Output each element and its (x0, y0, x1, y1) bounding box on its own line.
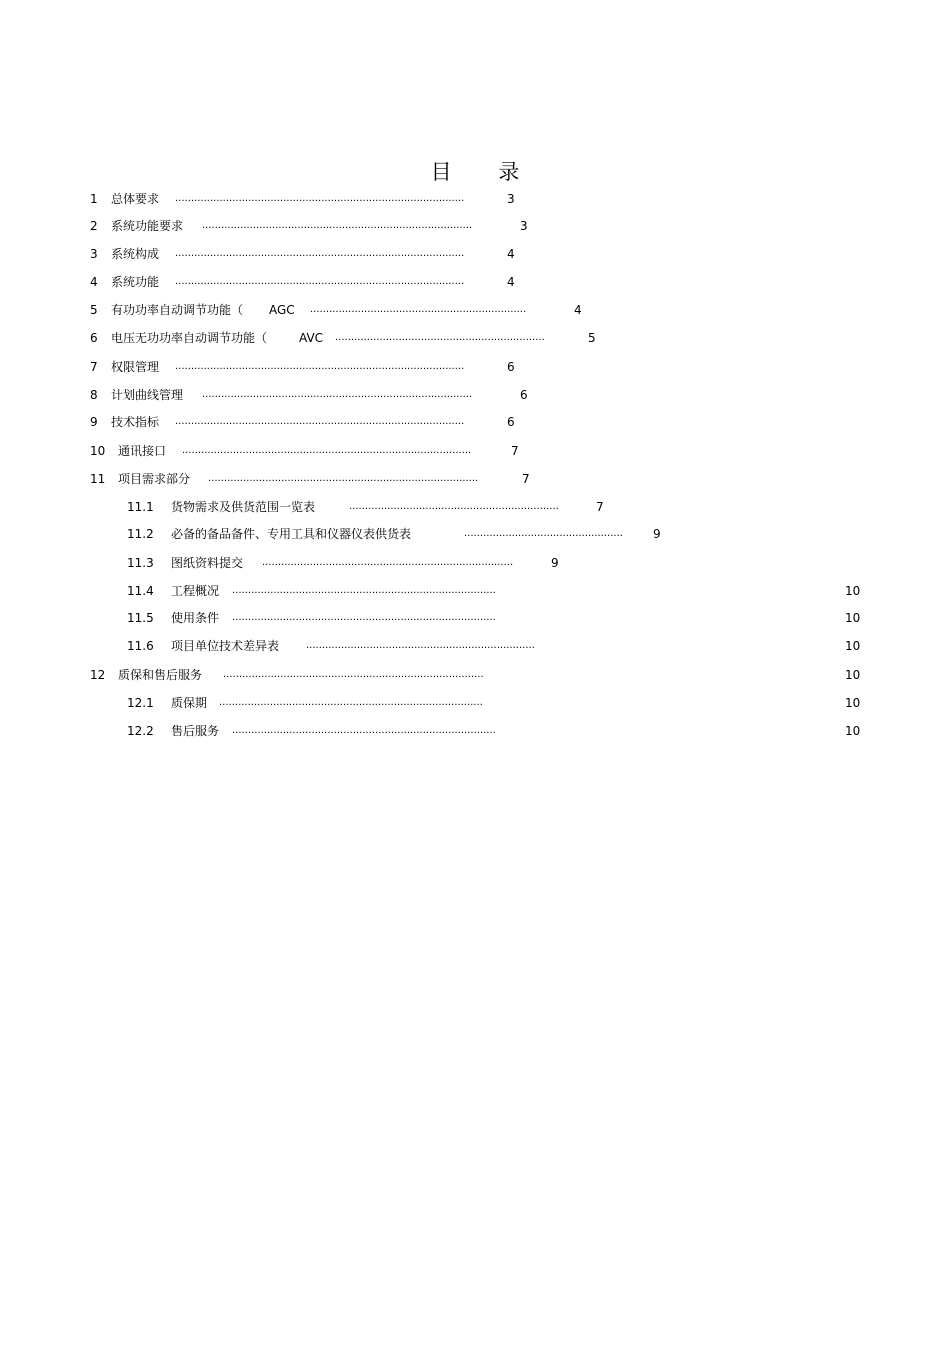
toc-leader-dots: ........................................................................................... (182, 445, 472, 456)
toc-entry[interactable] (0, 191, 950, 207)
toc-entry[interactable] (0, 330, 950, 346)
toc-entry-label: 权限管理 (111, 360, 160, 374)
toc-entry-number: 11.5 (127, 611, 154, 625)
toc-entry-number: 12 (90, 668, 106, 682)
toc-entry-number: 1 (90, 192, 98, 206)
toc-entry-page: 6 (520, 388, 528, 402)
toc-entry-page: 5 (588, 331, 596, 345)
toc-title: 目 录 (430, 160, 540, 184)
toc-entry[interactable] (0, 274, 950, 290)
toc-leader-dots: ..................................................................................... (202, 389, 473, 400)
toc-entry[interactable] (0, 246, 950, 262)
toc-entry-label: 使用条件 (171, 611, 220, 625)
toc-entry[interactable] (0, 414, 950, 430)
toc-entry-label: 系统功能 (111, 275, 160, 289)
toc-entry-label: 技术指标 (111, 415, 160, 429)
toc-entry-acronym: AVC (299, 331, 324, 345)
toc-leader-dots: .................................................................. (349, 501, 559, 512)
toc-entry-number: 12.2 (127, 724, 154, 738)
toc-entry[interactable] (0, 471, 950, 487)
toc-leader-dots: ................................................................................... (232, 585, 496, 596)
toc-entry-page: 7 (511, 444, 519, 458)
toc-leader-dots: ........................................................................................... (175, 416, 465, 427)
toc-entry-number: 3 (90, 247, 98, 261)
toc-entry-page: 10 (845, 611, 861, 625)
toc-entry-page: 7 (522, 472, 530, 486)
toc-subentry[interactable] (0, 526, 950, 542)
toc-entry-label: 必备的备品备件、专用工具和仪器仪表供货表 (171, 527, 412, 541)
toc-entry-number: 10 (90, 444, 106, 458)
toc-leader-dots: ........................................................................................... (175, 276, 465, 287)
toc-entry-page: 10 (845, 584, 861, 598)
toc-entry-page: 10 (845, 639, 861, 653)
toc-entry-label: 通讯接口 (118, 444, 167, 458)
toc-entry-label: 图纸资料提交 (171, 556, 244, 570)
toc-entry-number: 6 (90, 331, 98, 345)
toc-entry-label: 有功功率自动调节功能（ (111, 303, 244, 317)
toc-entry-number: 11.3 (127, 556, 154, 570)
toc-leader-dots: .................................................................... (310, 304, 527, 315)
toc-entry-page: 3 (507, 192, 515, 206)
toc-entry-number: 11.1 (127, 500, 154, 514)
toc-subentry[interactable] (0, 723, 950, 739)
toc-entry-page: 9 (653, 527, 661, 541)
toc-subentry[interactable] (0, 695, 950, 711)
toc-entry-label: 项目单位技术差异表 (171, 639, 280, 653)
toc-entry-label: 电压无功功率自动调节功能（ (111, 331, 268, 345)
toc-entry-number: 4 (90, 275, 98, 289)
toc-leader-dots: .................................................................................. (223, 669, 484, 680)
toc-leader-dots: ........................................................................ (306, 640, 535, 651)
toc-entry-label: 工程概况 (171, 584, 220, 598)
toc-leader-dots: ................................................................................... (232, 612, 496, 623)
toc-entry-number: 5 (90, 303, 98, 317)
toc-entry[interactable] (0, 218, 950, 234)
toc-entry-number: 11.4 (127, 584, 154, 598)
toc-subentry[interactable] (0, 555, 950, 571)
toc-entry-page: 4 (507, 275, 515, 289)
toc-entry-number: 9 (90, 415, 98, 429)
toc-entry-page: 6 (507, 360, 515, 374)
toc-leader-dots: ..................................................................................... (208, 473, 479, 484)
toc-entry-page: 10 (845, 724, 861, 738)
toc-entry-label: 系统构成 (111, 247, 160, 261)
toc-entry-label: 系统功能要求 (111, 219, 184, 233)
toc-leader-dots: ................................................................................... (219, 697, 483, 708)
toc-entry-label: 计划曲线管理 (111, 388, 184, 402)
toc-entry[interactable] (0, 387, 950, 403)
toc-entry-number: 11 (90, 472, 106, 486)
toc-entry[interactable] (0, 302, 950, 318)
toc-entry-label: 总体要求 (111, 192, 160, 206)
toc-entry-page: 6 (507, 415, 515, 429)
toc-leader-dots: ..................................................................................... (202, 220, 473, 231)
toc-entry-page: 3 (520, 219, 528, 233)
toc-entry-acronym: AGC (269, 303, 295, 317)
toc-subentry[interactable] (0, 583, 950, 599)
toc-leader-dots: ............................................................................... (262, 557, 514, 568)
toc-entry-label: 售后服务 (171, 724, 220, 738)
toc-subentry[interactable] (0, 638, 950, 654)
toc-entry-number: 8 (90, 388, 98, 402)
toc-entry-number: 7 (90, 360, 98, 374)
toc-entry-page: 4 (574, 303, 582, 317)
toc-entry-label: 项目需求部分 (118, 472, 191, 486)
toc-entry-label: 货物需求及供货范围一览表 (171, 500, 316, 514)
toc-entry-number: 11.6 (127, 639, 154, 653)
toc-entry[interactable] (0, 443, 950, 459)
toc-entry-number: 12.1 (127, 696, 154, 710)
toc-leader-dots: ................................................................................... (232, 725, 496, 736)
toc-entry-page: 9 (551, 556, 559, 570)
toc-entry-number: 2 (90, 219, 98, 233)
toc-leader-dots: ........................................................................................... (175, 248, 465, 259)
toc-leader-dots: .................................................................. (335, 332, 545, 343)
toc-leader-dots: .................................................. (464, 528, 623, 539)
toc-entry[interactable] (0, 359, 950, 375)
toc-entry-page: 4 (507, 247, 515, 261)
toc-subentry[interactable] (0, 499, 950, 515)
toc-entry-label: 质保和售后服务 (118, 668, 203, 682)
toc-leader-dots: ........................................................................................... (175, 193, 465, 204)
toc-leader-dots: ........................................................................................... (175, 361, 465, 372)
toc-entry-page: 10 (845, 696, 861, 710)
toc-entry-page: 7 (596, 500, 604, 514)
toc-entry[interactable] (0, 667, 950, 683)
toc-entry-number: 11.2 (127, 527, 154, 541)
toc-entry-page: 10 (845, 668, 861, 682)
toc-subentry[interactable] (0, 610, 950, 626)
toc-entry-label: 质保期 (171, 696, 208, 710)
